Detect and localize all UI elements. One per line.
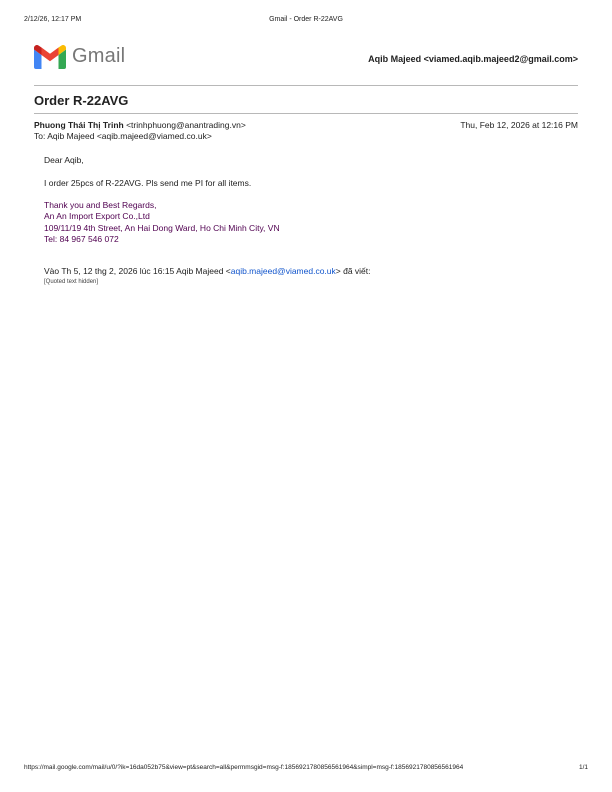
email-subject: Order R-22AVG: [34, 93, 129, 108]
print-title: Gmail - Order R-22AVG: [269, 16, 343, 23]
gmail-wordmark: Gmail: [72, 45, 126, 67]
sender-email: <trinhphuong@anantrading.vn>: [126, 120, 246, 130]
recipient-line: To: Aqib Majeed <aqib.majeed@viamed.co.uk>: [34, 131, 212, 141]
message-date: Thu, Feb 12, 2026 at 12:16 PM: [460, 120, 578, 130]
sender-name: Phuong Thái Thị Trinh: [34, 120, 124, 130]
print-url: https://mail.google.com/mail/u/0/?ik=16da052b75&view=pt&search=all&permmsgid=msg-f:1856921780856561964&simpl=msg-f:1856921780856561964: [24, 764, 464, 771]
quoted-text-hidden[interactable]: [Quoted text hidden]: [44, 279, 99, 285]
greeting: Dear Aqib,: [44, 155, 84, 165]
account-info: Aqib Majeed <viamed.aqib.majeed2@gmail.com>: [368, 54, 578, 64]
signature-phone: Tel: 84 967 546 072: [44, 234, 119, 244]
quote-suffix: > đã viết:: [335, 266, 371, 276]
print-header: [24, 16, 588, 26]
quote-attribution: [44, 266, 371, 277]
quote-email-link[interactable]: aqib.majeed@viamed.co.uk: [230, 266, 336, 276]
signature-address: 109/11/19 4th Street, An Hai Dong Ward, Ho Chi Minh City, VN: [44, 223, 280, 233]
signature-company: An An Import Export Co.,Ltd: [44, 211, 150, 221]
print-date: 2/12/26, 12:17 PM: [24, 16, 82, 23]
sender-line: [34, 120, 246, 130]
signature-line: Thank you and Best Regards,: [44, 200, 157, 210]
print-footer: [24, 764, 588, 774]
divider-subject: [34, 113, 578, 114]
page-number: 1/1: [578, 764, 588, 771]
quote-prefix: Vào Th 5, 12 thg 2, 2026 lúc 16:15 Aqib Majeed <: [44, 266, 231, 276]
body-text: I order 25pcs of R-22AVG. Pls send me PI for all items.: [44, 178, 252, 188]
divider-top: [34, 85, 578, 86]
gmail-logo: [34, 44, 134, 70]
gmail-m-icon: [34, 45, 66, 69]
